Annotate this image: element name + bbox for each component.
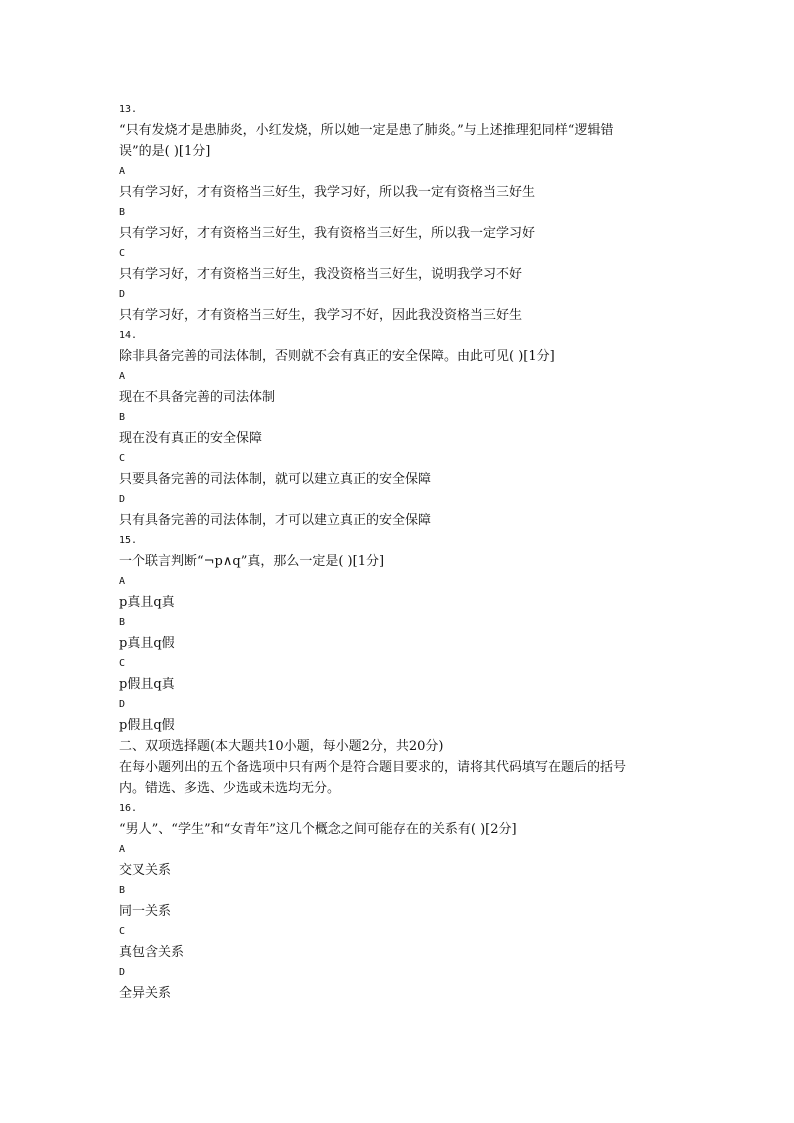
option-text-a: 现在不具备完善的司法体制 xyxy=(119,390,276,405)
question-15 xyxy=(119,531,679,736)
question-stem: “男人”、“学生”和“女青年”这几个概念之间可能存在的关系有( )[2分] xyxy=(119,822,517,837)
option-key-c: C xyxy=(119,926,126,937)
question-number: 13. xyxy=(119,104,138,115)
option-text-c: 真包含关系 xyxy=(119,945,185,960)
option-key-c: C xyxy=(119,453,126,464)
option-key-a: A xyxy=(119,166,126,177)
option-key-d: D xyxy=(119,699,126,710)
option-text-b: 现在没有真正的安全保障 xyxy=(119,431,263,446)
option-text-d: p假且q假 xyxy=(119,718,175,733)
option-key-c: C xyxy=(119,248,126,259)
option-text-a: p真且q真 xyxy=(119,595,175,610)
question-stem: 除非具备完善的司法体制，否则就不会有真正的安全保障。由此可见( )[1分] xyxy=(119,349,555,364)
question-16 xyxy=(119,799,679,1004)
option-key-a: A xyxy=(119,844,126,855)
option-key-b: B xyxy=(119,207,126,218)
option-text-d: 只有具备完善的司法体制，才可以建立真正的安全保障 xyxy=(119,513,432,528)
question-stem: “只有发烧才是患肺炎，小红发烧，所以她一定是患了肺炎。”与上述推理犯同样“逻辑错 xyxy=(119,123,614,138)
section-heading: 二、双项选择题(本大题共10小题，每小题2分，共20分) xyxy=(119,739,444,754)
question-13 xyxy=(119,100,679,326)
option-text-a: 只有学习好，才有资格当三好生，我学习好，所以我一定有资格当三好生 xyxy=(119,185,536,200)
section-instruction-cont: 内。错选、多选、少选或未选均无分。 xyxy=(119,781,341,796)
option-key-d: D xyxy=(119,967,126,978)
option-key-c: C xyxy=(119,658,126,669)
option-text-c: p假且q真 xyxy=(119,677,175,692)
section-instruction: 在每小题列出的五个备选项中只有两个是符合题目要求的，请将其代码填写在题后的括号 xyxy=(119,760,627,775)
option-key-b: B xyxy=(119,412,126,423)
question-14 xyxy=(119,326,679,531)
section-2 xyxy=(119,736,679,799)
question-number: 16. xyxy=(119,803,138,814)
option-text-c: 只有学习好，才有资格当三好生，我没资格当三好生，说明我学习不好 xyxy=(119,267,523,282)
option-key-b: B xyxy=(119,617,126,628)
option-text-d: 全异关系 xyxy=(119,986,172,1001)
document-page xyxy=(119,100,679,1004)
option-text-b: 同一关系 xyxy=(119,904,172,919)
option-key-a: A xyxy=(119,371,126,382)
option-text-b: 只有学习好，才有资格当三好生，我有资格当三好生，所以我一定学习好 xyxy=(119,226,536,241)
question-stem: 一个联言判断“¬p∧q”真，那么一定是( )[1分] xyxy=(119,554,385,569)
option-key-a: A xyxy=(119,576,126,587)
option-text-b: p真且q假 xyxy=(119,636,175,651)
question-stem-cont: 误”的是( )[1分] xyxy=(119,144,211,159)
option-text-c: 只要具备完善的司法体制，就可以建立真正的安全保障 xyxy=(119,472,432,487)
question-number: 14. xyxy=(119,330,138,341)
option-key-d: D xyxy=(119,494,126,505)
option-key-d: D xyxy=(119,289,126,300)
question-number: 15. xyxy=(119,535,138,546)
option-text-d: 只有学习好，才有资格当三好生，我学习不好，因此我没资格当三好生 xyxy=(119,308,523,323)
option-text-a: 交叉关系 xyxy=(119,863,172,878)
option-key-b: B xyxy=(119,885,126,896)
